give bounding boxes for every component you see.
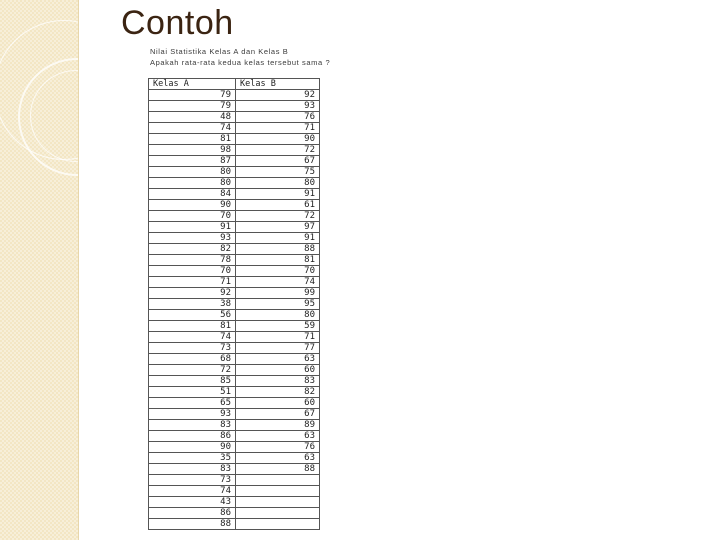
- cell-kelas-a: 80: [149, 167, 236, 178]
- cell-kelas-b: 71: [236, 123, 320, 134]
- cell-kelas-a: 70: [149, 266, 236, 277]
- table-row: [149, 486, 320, 497]
- cell-kelas-b: 63: [236, 354, 320, 365]
- cell-kelas-a: 80: [149, 178, 236, 189]
- table-row: [149, 244, 320, 255]
- table-row: [149, 189, 320, 200]
- table-row: [149, 178, 320, 189]
- table-row: [149, 354, 320, 365]
- table-row: [149, 266, 320, 277]
- table-row: [149, 365, 320, 376]
- table-row: [149, 376, 320, 387]
- cell-kelas-a: 93: [149, 409, 236, 420]
- cell-kelas-a: 65: [149, 398, 236, 409]
- table-row: [149, 233, 320, 244]
- cell-kelas-b: 92: [236, 90, 320, 101]
- caption-line: Apakah rata-rata kedua kelas tersebut sama ?: [150, 58, 331, 67]
- table-row: [149, 145, 320, 156]
- cell-kelas-b: 82: [236, 387, 320, 398]
- cell-kelas-a: 79: [149, 90, 236, 101]
- table-row: [149, 409, 320, 420]
- cell-kelas-b: 75: [236, 167, 320, 178]
- decorative-circle: [30, 70, 122, 162]
- cell-kelas-a: 74: [149, 332, 236, 343]
- cell-kelas-b: 99: [236, 288, 320, 299]
- cell-kelas-b: 89: [236, 420, 320, 431]
- table-row: [149, 222, 320, 233]
- table-row: [149, 508, 320, 519]
- table-row: [149, 310, 320, 321]
- cell-kelas-a: 78: [149, 255, 236, 266]
- table-row: [149, 398, 320, 409]
- cell-kelas-b: [236, 508, 320, 519]
- cell-kelas-b: 95: [236, 299, 320, 310]
- cell-kelas-a: 81: [149, 134, 236, 145]
- table-row: [149, 321, 320, 332]
- table-row: [149, 475, 320, 486]
- cell-kelas-a: 74: [149, 486, 236, 497]
- cell-kelas-a: 73: [149, 475, 236, 486]
- table-row: [149, 332, 320, 343]
- cell-kelas-a: 48: [149, 112, 236, 123]
- table-row: [149, 431, 320, 442]
- cell-kelas-b: [236, 497, 320, 508]
- cell-kelas-a: 90: [149, 442, 236, 453]
- cell-kelas-a: 43: [149, 497, 236, 508]
- table-row: [149, 453, 320, 464]
- cell-kelas-b: [236, 475, 320, 486]
- cell-kelas-a: 88: [149, 519, 236, 530]
- caption-line: Nilai Statistika Kelas A dan Kelas B: [150, 47, 289, 56]
- cell-kelas-a: 87: [149, 156, 236, 167]
- cell-kelas-b: 67: [236, 156, 320, 167]
- cell-kelas-b: [236, 486, 320, 497]
- table-row: [149, 387, 320, 398]
- cell-kelas-b: 72: [236, 211, 320, 222]
- cell-kelas-a: 91: [149, 222, 236, 233]
- cell-kelas-a: 93: [149, 233, 236, 244]
- table-row: [149, 156, 320, 167]
- cell-kelas-a: 70: [149, 211, 236, 222]
- table-row: [149, 123, 320, 134]
- cell-kelas-a: 35: [149, 453, 236, 464]
- cell-kelas-b: 72: [236, 145, 320, 156]
- cell-kelas-a: 71: [149, 277, 236, 288]
- table-row: [149, 101, 320, 112]
- table-row: [149, 343, 320, 354]
- scores-table: [148, 78, 320, 530]
- cell-kelas-b: 88: [236, 244, 320, 255]
- cell-kelas-a: 72: [149, 365, 236, 376]
- cell-kelas-a: 38: [149, 299, 236, 310]
- cell-kelas-b: 60: [236, 365, 320, 376]
- table-row: [149, 90, 320, 101]
- cell-kelas-a: 56: [149, 310, 236, 321]
- cell-kelas-a: 81: [149, 321, 236, 332]
- table-caption: [150, 46, 330, 68]
- cell-kelas-b: 90: [236, 134, 320, 145]
- cell-kelas-b: 80: [236, 178, 320, 189]
- table-row: [149, 200, 320, 211]
- column-header-kelas-b: Kelas B: [236, 79, 320, 90]
- cell-kelas-a: 68: [149, 354, 236, 365]
- cell-kelas-a: 92: [149, 288, 236, 299]
- table-row: [149, 134, 320, 145]
- table-row: [149, 277, 320, 288]
- band-divider: [78, 0, 79, 540]
- cell-kelas-b: 80: [236, 310, 320, 321]
- cell-kelas-b: 76: [236, 442, 320, 453]
- cell-kelas-a: 86: [149, 431, 236, 442]
- table-row: [149, 497, 320, 508]
- table-row: [149, 299, 320, 310]
- cell-kelas-a: 86: [149, 508, 236, 519]
- cell-kelas-b: 60: [236, 398, 320, 409]
- cell-kelas-b: 91: [236, 189, 320, 200]
- cell-kelas-a: 73: [149, 343, 236, 354]
- decorative-side-band: [0, 0, 78, 540]
- cell-kelas-b: 93: [236, 101, 320, 112]
- cell-kelas-b: 61: [236, 200, 320, 211]
- cell-kelas-a: 85: [149, 376, 236, 387]
- cell-kelas-b: 63: [236, 431, 320, 442]
- cell-kelas-a: 83: [149, 464, 236, 475]
- table-row: [149, 211, 320, 222]
- table-row: [149, 420, 320, 431]
- table-row: [149, 255, 320, 266]
- cell-kelas-a: 51: [149, 387, 236, 398]
- cell-kelas-b: 83: [236, 376, 320, 387]
- table-body: [149, 90, 320, 530]
- cell-kelas-b: 91: [236, 233, 320, 244]
- table-row: [149, 464, 320, 475]
- table-row: [149, 288, 320, 299]
- table-row: [149, 519, 320, 530]
- table-header-row: [149, 79, 320, 90]
- cell-kelas-b: 77: [236, 343, 320, 354]
- cell-kelas-b: 70: [236, 266, 320, 277]
- cell-kelas-b: 71: [236, 332, 320, 343]
- cell-kelas-a: 90: [149, 200, 236, 211]
- table-row: [149, 112, 320, 123]
- cell-kelas-b: 59: [236, 321, 320, 332]
- cell-kelas-a: 74: [149, 123, 236, 134]
- table-row: [149, 442, 320, 453]
- cell-kelas-b: 74: [236, 277, 320, 288]
- cell-kelas-b: 67: [236, 409, 320, 420]
- cell-kelas-b: 88: [236, 464, 320, 475]
- table-row: [149, 167, 320, 178]
- cell-kelas-b: 63: [236, 453, 320, 464]
- cell-kelas-b: [236, 519, 320, 530]
- cell-kelas-a: 84: [149, 189, 236, 200]
- slide-title: Contoh: [121, 4, 234, 42]
- cell-kelas-a: 79: [149, 101, 236, 112]
- column-header-kelas-a: Kelas A: [149, 79, 236, 90]
- cell-kelas-b: 97: [236, 222, 320, 233]
- cell-kelas-a: 98: [149, 145, 236, 156]
- cell-kelas-b: 76: [236, 112, 320, 123]
- cell-kelas-a: 83: [149, 420, 236, 431]
- cell-kelas-a: 82: [149, 244, 236, 255]
- cell-kelas-b: 81: [236, 255, 320, 266]
